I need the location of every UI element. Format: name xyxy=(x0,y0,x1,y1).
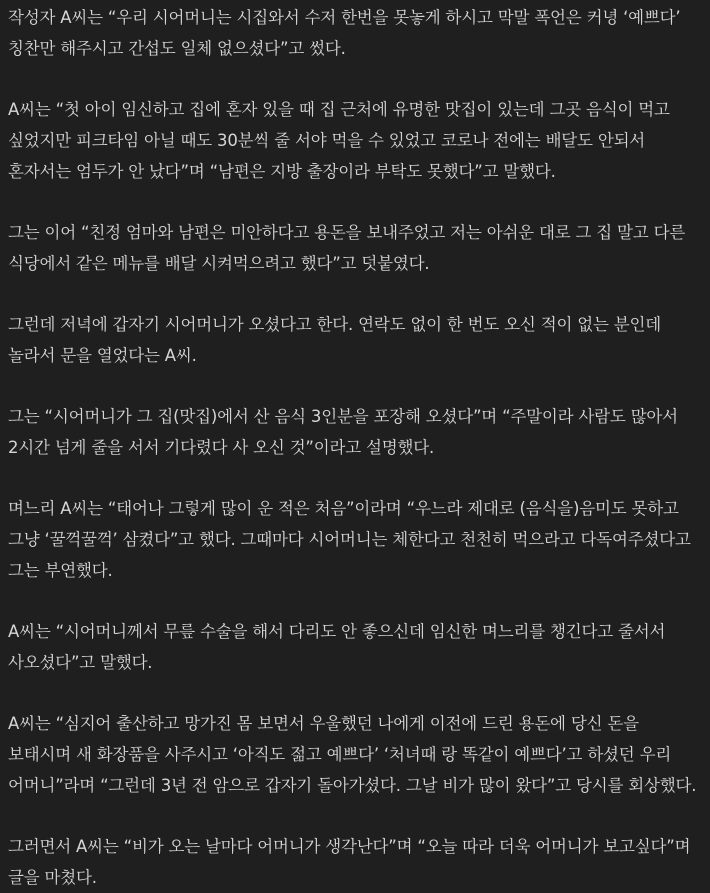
article-paragraph-3: 그는 이어 “친정 엄마와 남편은 미안하다고 용돈을 보내주었고 저는 아쉬운 대로 그 집 말고 다른 식당에서 같은 메뉴를 배달 시켜먹으려고 했다”고 덧붙였다. xyxy=(8,223,686,273)
article-paragraph-9: 그러면서 A씨는 “비가 오는 날마다 어머니가 생각난다”며 “오늘 따라 더욱 어머니가 보고싶다”며 글을 마쳤다. xyxy=(8,837,691,887)
article-paragraph-4: 그런데 저녁에 갑자기 시어머니가 오셨다고 한다. 연락도 없이 한 번도 오신 적이 없는 분인데 놀라서 문을 열었다는 A씨. xyxy=(8,315,661,365)
article-paragraph-2: A씨는 “첫 아이 임신하고 집에 혼자 있을 때 집 근처에 유명한 맛집이 있는데 그곳 음식이 먹고 싶었지만 피크타임 아닐 때도 30분씩 줄 서야 먹을 수 있었고 코로나 전에는 배달도 안되서 혼자서는 엄두가 안 났다”며 “남편은 지방 출장이라 부탁도 못했다”고 말했다. xyxy=(8,100,670,181)
article-paragraph-7: A씨는 “시어머니께서 무릎 수술을 해서 다리도 안 좋으신데 임신한 며느리를 챙긴다고 줄서서 사오셨다”고 말했다. xyxy=(8,622,666,672)
article-paragraph-5: 그는 “시어머니가 그 집(맛집)에서 산 음식 3인분을 포장해 오셨다”며 “주말이라 사람도 많아서 2시간 넘게 줄을 서서 기다렸다 사 오신 것”이라고 설명했다. xyxy=(8,407,678,457)
article-paragraph-8: A씨는 “심지어 출산하고 망가진 몸 보면서 우울했던 나에게 이전에 드린 용돈에 당신 돈을 보태시며 새 화장품을 사주시고 ‘아직도 젊고 예쁘다’ ‘처녀때 랑 똑같이 예쁘다’고 하셨던 우리 어머니”라며 “그런데 3년 전 암으로 갑자기 돌아가셨다. 그날 비가 많이 왔다”고 당시를 회상했다. xyxy=(8,714,697,795)
article-paragraph-6: 며느리 A씨는 “태어나 그렇게 많이 운 적은 처음”이라며 “우느라 제대로 (음식을)음미도 못하고 그냥 ‘꿀꺽꿀꺽’ 삼켰다”고 했다. 그때마다 시어머니는 체한다고 천천히 먹으라고 다독여주셨다고 그는 부연했다. xyxy=(8,499,691,580)
article-paragraph-1: 작성자 A씨는 “우리 시어머니는 시집와서 수저 한번을 못놓게 하시고 막말 폭언은 커녕 ‘예쁘다’ 칭찬만 해주시고 간섭도 일체 없으셨다”고 썼다. xyxy=(8,8,681,58)
